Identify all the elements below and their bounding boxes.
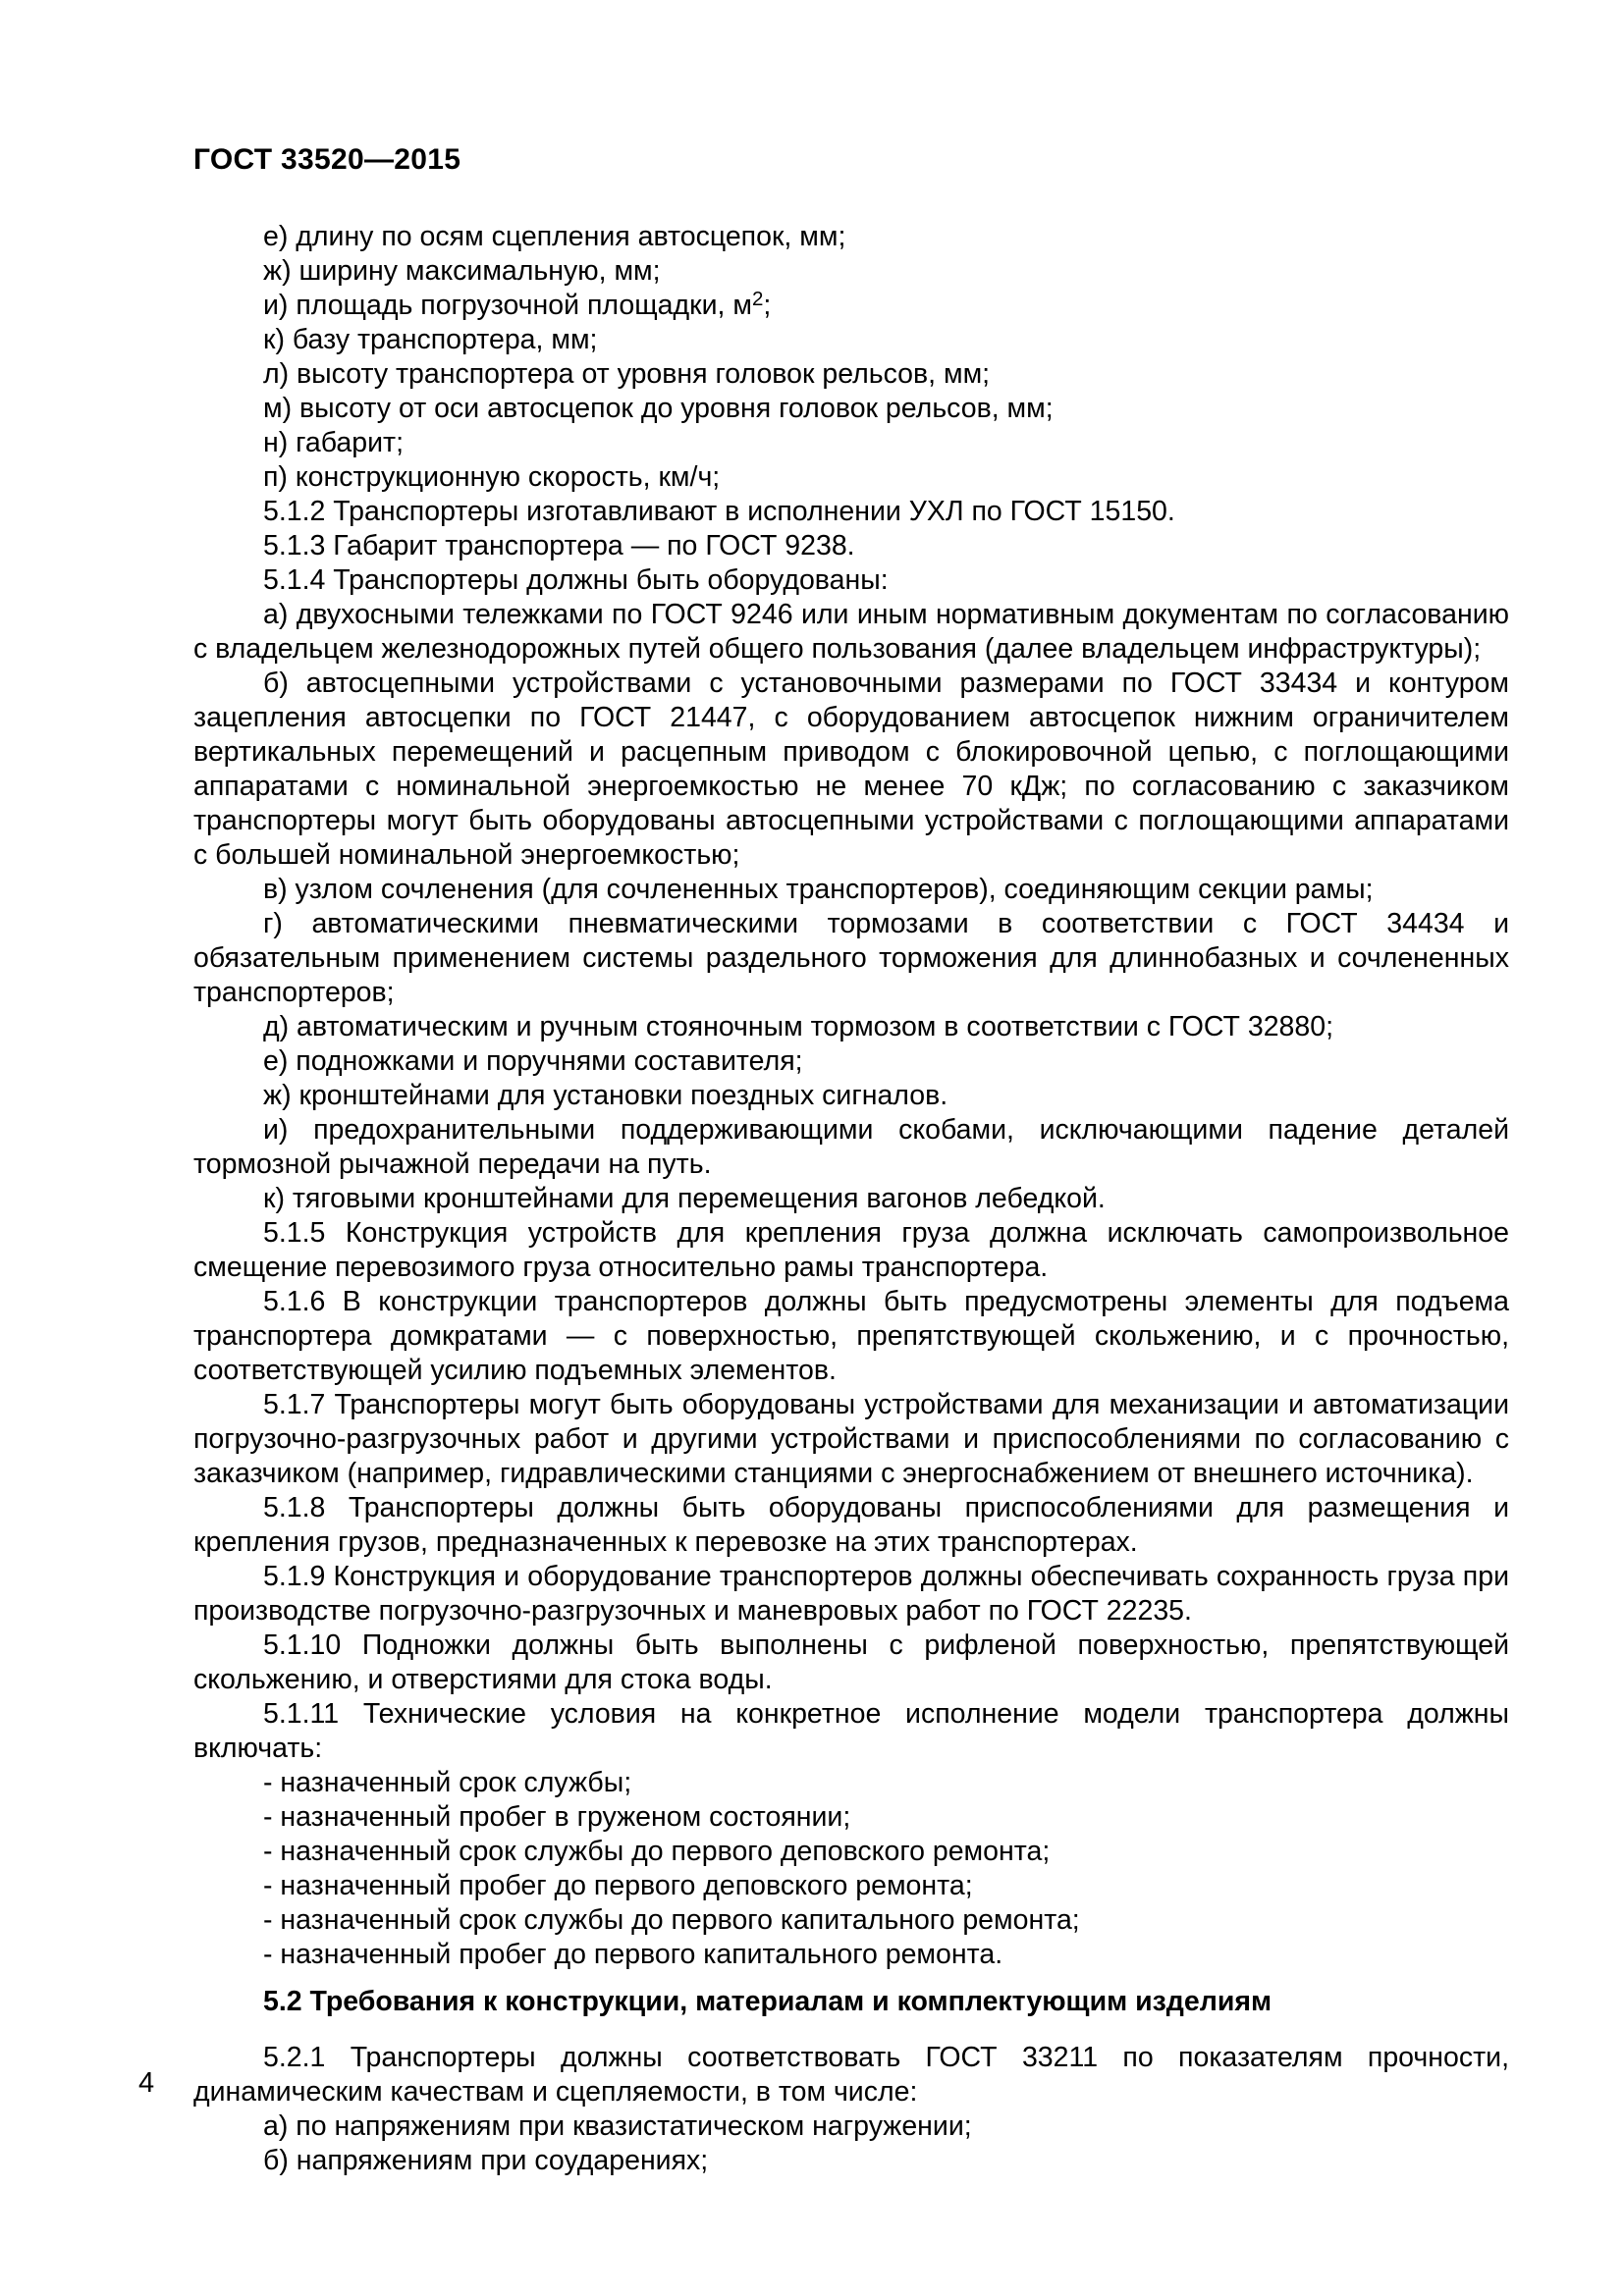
paragraph: б) автосцепными устройствами с установочными размерами по ГОСТ 33434 и контуром зацепления автосцепки по ГОСТ 21447, с оборудованием автосцепок нижним ограничителем вертикальных перемещений и расцепным приводом с блокировочной цепью, с поглощающими аппаратами с номинальной энергоемкостью не менее 70 кДж; по согласованию с заказчиком транспортеры могут быть оборудованы автосцепными устройствами с поглощающими аппаратами с большей номинальной энергоемкостью; xyxy=(193,667,1509,871)
paragraph: 5.1.10 Подножки должны быть выполнены с рифленой поверхностью, препятствующей скольжению, и отверстиями для стока воды. xyxy=(193,1629,1509,1695)
paragraph: и) площадь погрузочной площадки, $м^2$; xyxy=(263,288,772,321)
paragraph: е) подножками и поручнями составителя; xyxy=(263,1045,803,1077)
paragraph: - назначенный срок службы до первого деповского ремонта; xyxy=(263,1836,1051,1867)
paragraph: г) автоматическими пневматическими тормозами в соответствии с ГОСТ 34434 и обязательным применением системы раздельного торможения для длиннобазных и сочлененных транспортеров; xyxy=(193,908,1509,1008)
paragraph: ж) ширину максимальную, мм; xyxy=(263,255,661,287)
paragraph: 5.1.5 Конструкция устройств для крепления груза должна исключать самопроизвольное смещение перевозимого груза относительно рамы транспортера. xyxy=(193,1217,1509,1283)
document-body xyxy=(193,220,1509,2178)
paragraph: 5.1.3 Габарит транспортера — по ГОСТ 9238. xyxy=(263,530,855,561)
paragraph: 5.1.11 Технические условия на конкретное исполнение модели транспортера должны включать: xyxy=(193,1698,1509,1764)
paragraph: - назначенный срок службы до первого капитального ремонта; xyxy=(263,1904,1080,1936)
paragraph: 5.1.8 Транспортеры должны быть оборудованы приспособлениями для размещения и крепления грузов, предназначенных к перевозке на этих транспортерах. xyxy=(193,1492,1509,1558)
superscript: 2 xyxy=(751,288,764,311)
paragraph: 5.2.1 Транспортеры должны соответствовать ГОСТ 33211 по показателям прочности, динамическим качествам и сцепляемости, в том числе: xyxy=(193,2042,1509,2108)
page-number: 4 xyxy=(138,2067,155,2099)
paragraph: - назначенный пробег до первого деповского ремонта; xyxy=(263,1870,973,1901)
paragraph: - назначенный срок службы; xyxy=(263,1767,632,1798)
paragraph: м) высоту от оси автосцепок до уровня головок рельсов, мм; xyxy=(263,393,1054,424)
paragraph: к) базу транспортера, мм; xyxy=(263,324,598,355)
paragraph: и) предохранительными поддерживающими скобами, исключающими падение деталей тормозной рычажной передачи на путь. xyxy=(193,1114,1509,1180)
paragraph: к) тяговыми кронштейнами для перемещения вагонов лебедкой. xyxy=(263,1183,1106,1214)
paragraph: в) узлом сочленения (для сочлененных транспортеров), соединяющим секции рамы; xyxy=(263,874,1374,905)
paragraph: 5.1.4 Транспортеры должны быть оборудованы: xyxy=(263,564,889,596)
paragraph: ж) кронштейнами для установки поездных сигналов. xyxy=(263,1080,948,1111)
section-heading: 5.2 Требования к конструкции, материалам и комплектующим изделиям xyxy=(263,1986,1272,2017)
paragraph: 5.1.2 Транспортеры изготавливают в исполнении УХЛ по ГОСТ 15150. xyxy=(263,496,1175,527)
paragraph: п) конструкционную скорость, км/ч; xyxy=(263,461,721,493)
paragraph: л) высоту транспортера от уровня головок рельсов, мм; xyxy=(263,358,991,390)
paragraph: е) длину по осям сцепления автосцепок, мм; xyxy=(263,221,846,252)
paragraph: - назначенный пробег до первого капитального ремонта. xyxy=(263,1939,1003,1970)
paragraph: а) двухосными тележками по ГОСТ 9246 или иным нормативным документам по согласованию с владельцем железнодорожных путей общего пользования (далее владельцем инфраструктуры); xyxy=(193,599,1509,665)
paragraph: а) по напряжениям при квазистатическом нагружении; xyxy=(263,2110,972,2142)
paragraph: 5.1.6 В конструкции транспортеров должны быть предусмотрены элементы для подъема транспортера домкратами — с поверхностью, препятствующей скольжению, и с прочностью, соответствующей усилию подъемных элементов. xyxy=(193,1286,1509,1386)
paragraph: б) напряжениям при соударениях; xyxy=(263,2145,709,2176)
standard-number-header: ГОСТ 33520—2015 xyxy=(193,143,461,176)
paragraph: д) автоматическим и ручным стояночным тормозом в соответствии с ГОСТ 32880; xyxy=(263,1011,1334,1042)
paragraph: - назначенный пробег в груженом состоянии; xyxy=(263,1801,851,1833)
paragraph: 5.1.9 Конструкция и оборудование транспортеров должны обеспечивать сохранность груза при производстве погрузочно-разгрузочных и маневровых работ по ГОСТ 22235. xyxy=(193,1561,1509,1627)
paragraph: 5.1.7 Транспортеры могут быть оборудованы устройствами для механизации и автоматизации погрузочно-разгрузочных работ и другими устройствами и приспособлениями по согласованию с заказчиком (например, гидравлическими станциями с энергоснабжением от внешнего источника). xyxy=(193,1389,1509,1489)
paragraph: н) габарит; xyxy=(263,427,405,458)
